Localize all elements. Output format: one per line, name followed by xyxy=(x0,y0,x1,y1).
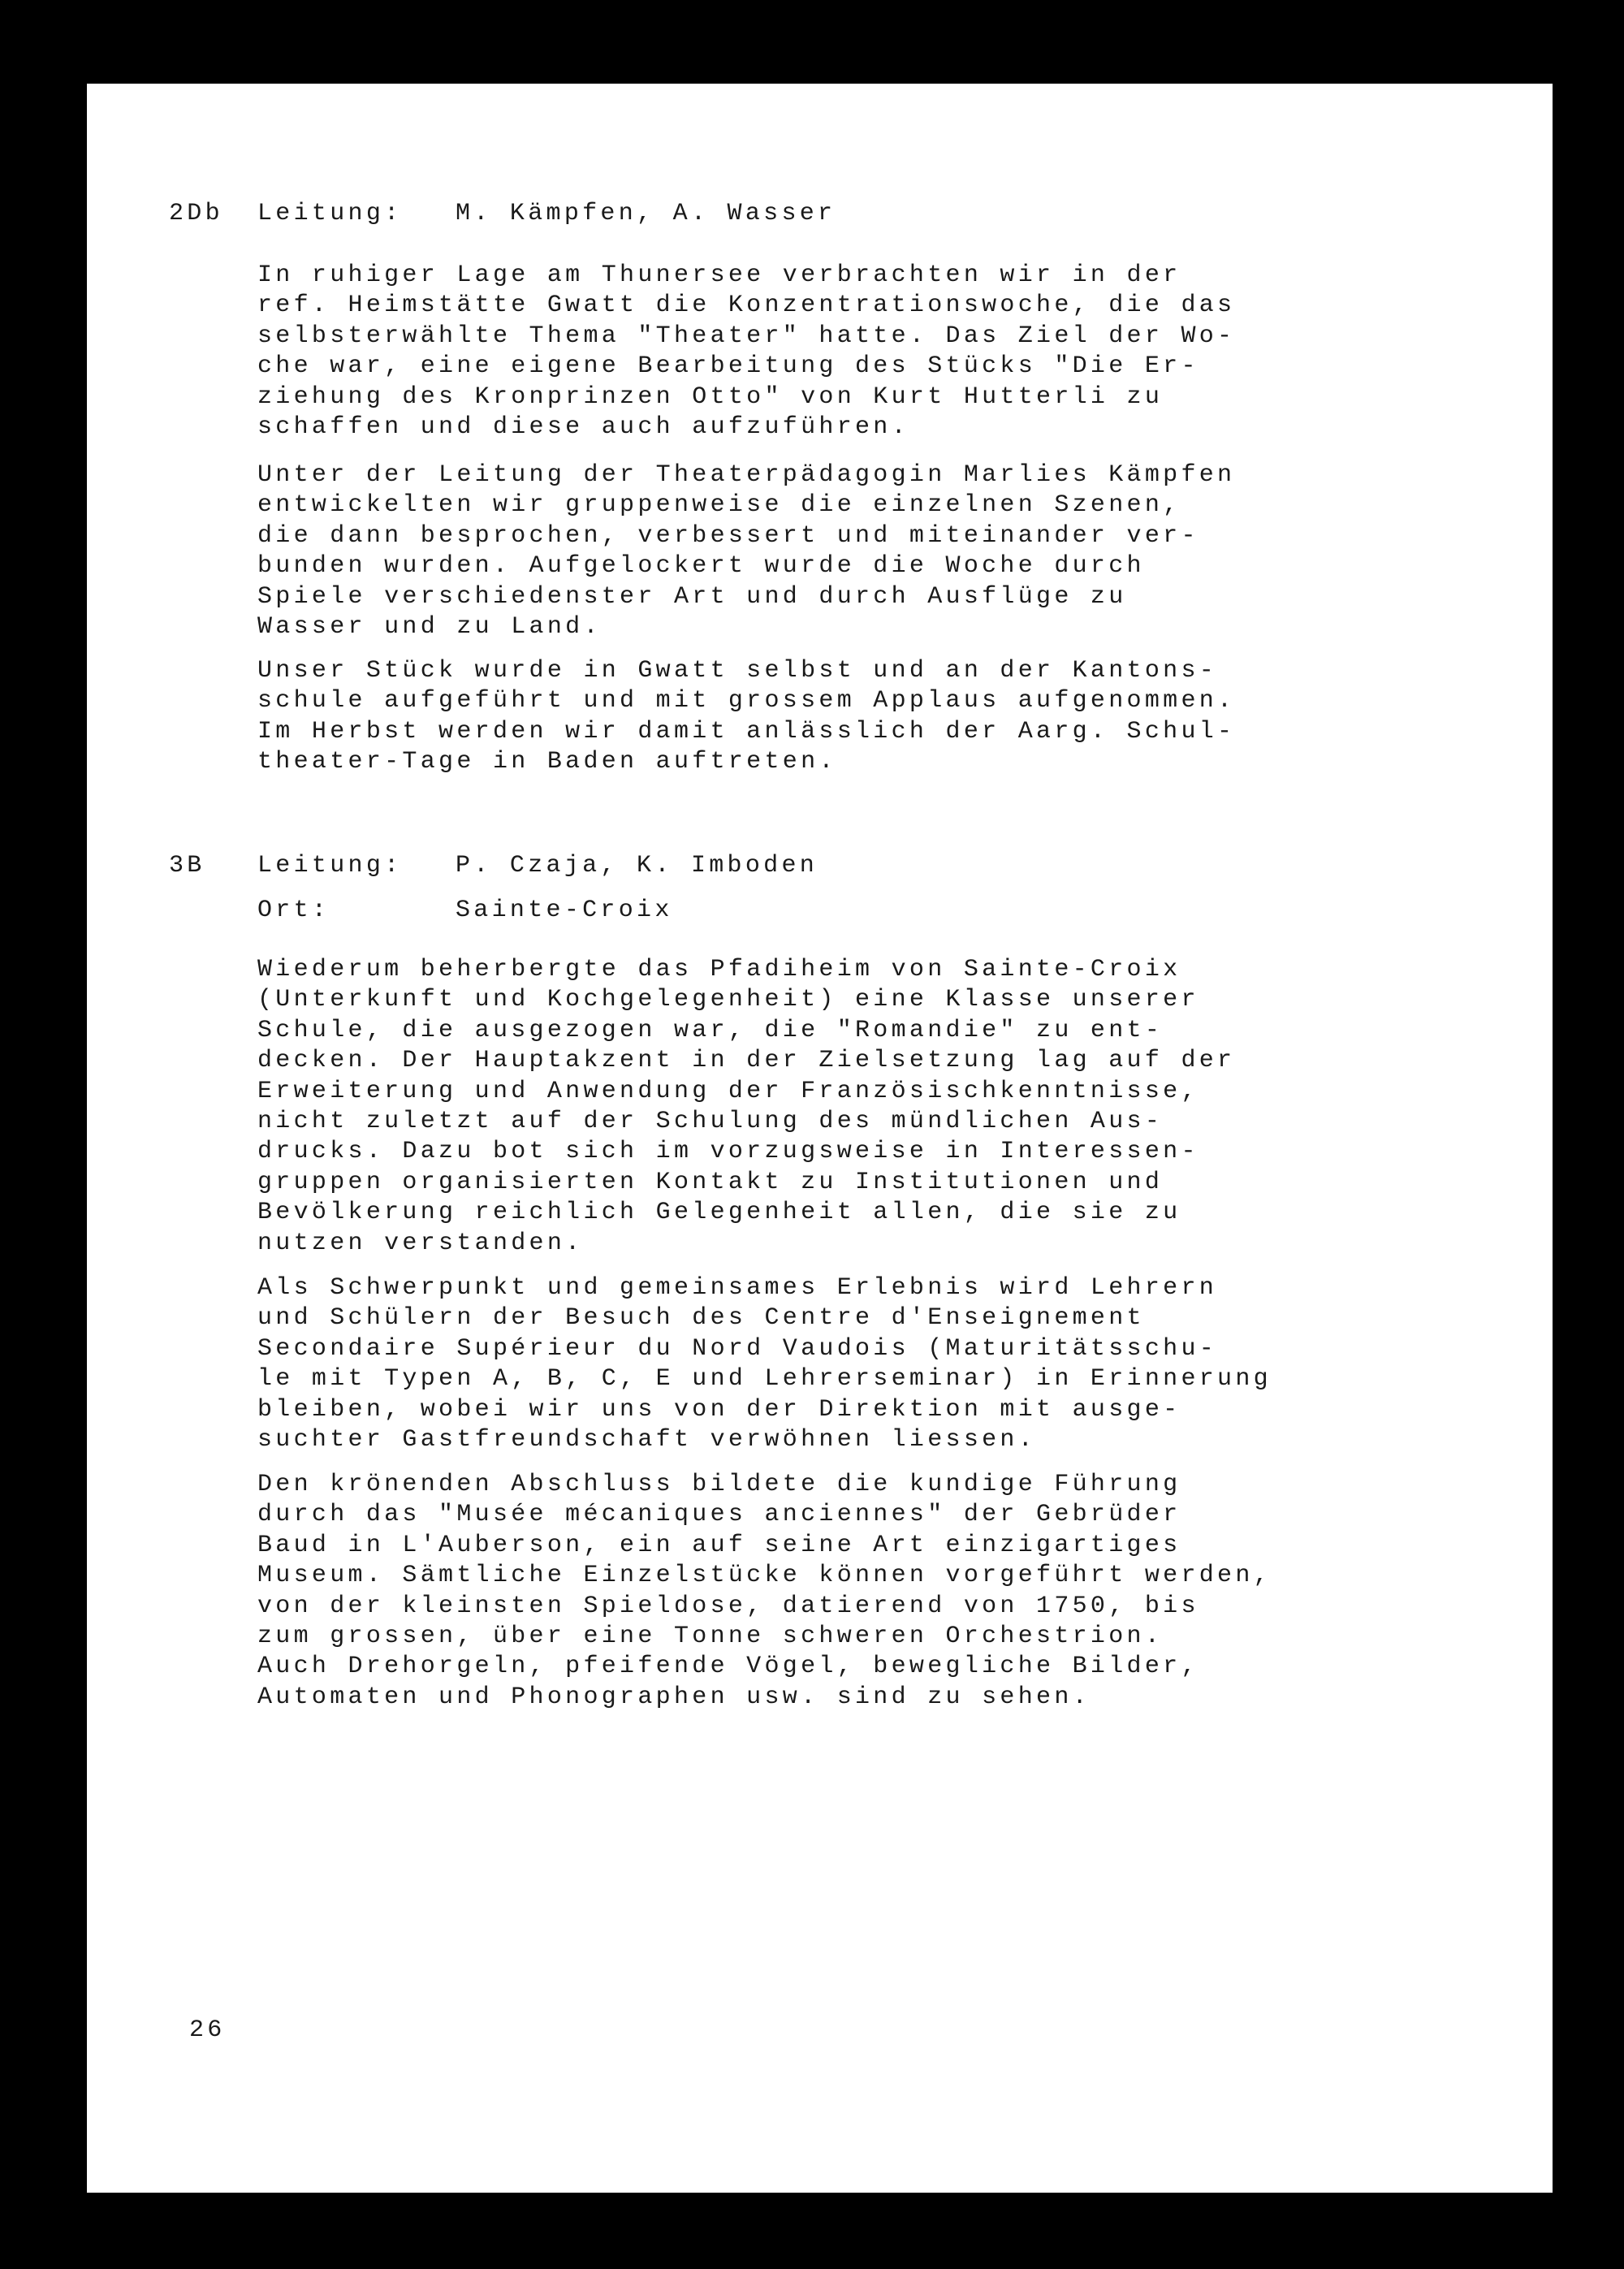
text-line: Wasser und zu Land. xyxy=(257,612,602,641)
page-number: 26 xyxy=(189,2016,226,2044)
ort-value: Sainte-Croix xyxy=(456,897,673,924)
text-line: ziehung des Kronprinzen Otto" von Kurt Hutterli zu xyxy=(257,382,1164,411)
paragraph xyxy=(257,955,1235,1259)
text-line: nicht zuletzt auf der Schulung des mündlichen Aus- xyxy=(257,1107,1164,1135)
text-line: Als Schwerpunkt und gemeinsames Erlebnis wird Lehrern xyxy=(257,1274,1218,1302)
text-line: die dann besprochen, verbessert und miteinander ver- xyxy=(257,521,1199,550)
text-line: schaffen und diese auch aufzuführen. xyxy=(257,413,909,441)
text-line: Den krönenden Abschluss bildete die kundige Führung xyxy=(257,1471,1181,1498)
text-line: che war, eine eigene Bearbeitung des Stücks "Die Er- xyxy=(257,352,1199,381)
text-line: theater-Tage in Baden auftreten. xyxy=(257,748,837,776)
text-line: zum grossen, über eine Tonne schweren Orchestrion. xyxy=(257,1622,1164,1650)
text-line: decken. Der Hauptakzent in der Zielsetzung lag auf der xyxy=(257,1047,1236,1075)
text-line: bunden wurden. Aufgelockert wurde die Woche durch xyxy=(257,552,1145,581)
leitung-value: P. Czaja, K. Imboden xyxy=(456,852,818,880)
paragraph xyxy=(257,460,1235,642)
text-line: nutzen verstanden. xyxy=(257,1229,584,1257)
text-line: von der kleinsten Spieldose, datierend von 1750, bis xyxy=(257,1592,1199,1620)
class-code: 3B xyxy=(169,852,205,880)
text-line: Im Herbst werden wir damit anlässlich der Aarg. Schul- xyxy=(257,717,1236,746)
text-line: schule aufgeführt und mit grossem Applaus aufgenommen. xyxy=(257,687,1236,715)
paragraph xyxy=(257,1273,1272,1455)
text-line: Unter der Leitung der Theaterpädagogin Marlies Kämpfen xyxy=(257,461,1236,489)
paragraph xyxy=(257,656,1235,778)
text-line: Erweiterung und Anwendung der Französischkenntnisse, xyxy=(257,1077,1199,1105)
text-line: Unser Stück wurde in Gwatt selbst und an der Kantons- xyxy=(257,657,1218,685)
text-line: (Unterkunft und Kochgelegenheit) eine Klasse unserer xyxy=(257,986,1199,1014)
text-line: Secondaire Supérieur du Nord Vaudois (Maturitätsschu- xyxy=(257,1334,1218,1363)
text-line: selbsterwählte Thema "Theater" hatte. Das Ziel der Wo- xyxy=(257,322,1236,350)
text-line: Baud in L'Auberson, ein auf seine Art einzigartiges xyxy=(257,1531,1181,1559)
text-line: Bevölkerung reichlich Gelegenheit allen, die sie zu xyxy=(257,1199,1181,1227)
text-line: Museum. Sämtliche Einzelstücke können vorgeführt werden, xyxy=(257,1562,1272,1590)
text-line: ref. Heimstätte Gwatt die Konzentrationswoche, die das xyxy=(257,292,1236,320)
text-line: Auch Drehorgeln, pfeifende Vögel, bewegliche Bilder, xyxy=(257,1653,1199,1681)
paragraph xyxy=(257,1470,1272,1713)
text-line: In ruhiger Lage am Thunersee verbrachten wir in der xyxy=(257,261,1181,289)
text-line: und Schülern der Besuch des Centre d'Enseignement xyxy=(257,1304,1145,1333)
leitung-value: M. Kämpfen, A. Wasser xyxy=(456,200,836,227)
text-line: bleiben, wobei wir uns von der Direktion mit ausge- xyxy=(257,1395,1181,1424)
text-line: gruppen organisierten Kontakt zu Institutionen und xyxy=(257,1168,1164,1196)
ort-label: Ort: xyxy=(257,897,330,924)
text-line: Automaten und Phonographen usw. sind zu sehen. xyxy=(257,1683,1091,1711)
leitung-label: Leitung: xyxy=(257,200,403,227)
text-line: Schule, die ausgezogen war, die "Romandie" zu ent- xyxy=(257,1016,1164,1044)
leitung-label: Leitung: xyxy=(257,852,403,880)
document-page xyxy=(87,84,1553,2193)
paragraph xyxy=(257,261,1235,443)
text-line: entwickelten wir gruppenweise die einzelnen Szenen, xyxy=(257,491,1181,520)
text-line: durch das "Musée mécaniques anciennes" der Gebrüder xyxy=(257,1501,1181,1529)
text-line: le mit Typen A, B, C, E und Lehrerseminar) in Erinnerung xyxy=(257,1365,1272,1394)
text-line: drucks. Dazu bot sich im vorzugsweise in Interessen- xyxy=(257,1138,1199,1166)
text-line: Spiele verschiedenster Art und durch Ausflüge zu xyxy=(257,582,1127,611)
text-line: Wiederum beherbergte das Pfadiheim von Sainte-Croix xyxy=(257,956,1181,983)
text-line: suchter Gastfreundschaft verwöhnen liessen. xyxy=(257,1425,1037,1454)
class-code: 2Db xyxy=(169,200,223,227)
